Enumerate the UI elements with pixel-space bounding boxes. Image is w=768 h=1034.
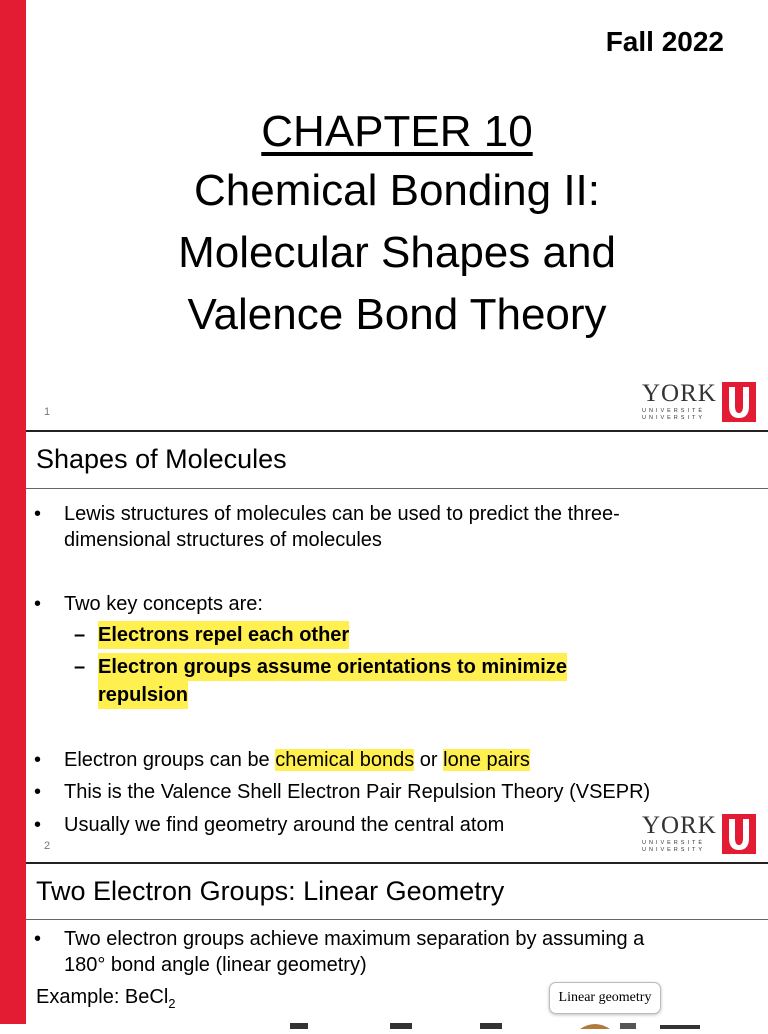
term-label: Fall 2022 xyxy=(605,26,724,57)
sub-bullet-item: – Electrons repel each other xyxy=(74,621,734,649)
slide-divider xyxy=(26,430,768,432)
molecule-preview xyxy=(290,1016,710,1034)
bullet-item: • Electron groups can be chemical bonds or lone pairs xyxy=(34,749,530,771)
slide-heading: Shapes of Molecules xyxy=(36,444,287,474)
sub-bullet-item: – Electron groups assume orientations to minimize repulsion xyxy=(74,653,734,709)
slide-number: 1 xyxy=(44,406,51,418)
subtitle-line: Molecular Shapes and xyxy=(178,228,616,277)
title-block xyxy=(26,104,768,346)
example-label: Example: BeCl$_2$ xyxy=(36,986,176,1011)
logo-subtext: UNIVERSITÉ UNIVERSITY xyxy=(642,408,706,421)
slide-divider xyxy=(26,862,768,864)
slide-heading: Two Electron Groups: Linear Geometry xyxy=(36,876,505,906)
logo-u-mark xyxy=(722,814,756,854)
logo-wordmark: YORK xyxy=(642,812,717,839)
chapter-title: CHAPTER 10 xyxy=(261,107,533,156)
highlight-term: chemical bonds xyxy=(275,749,415,771)
slide-number: 2 xyxy=(44,840,51,852)
logo-subtext: UNIVERSITÉ UNIVERSITY xyxy=(642,840,706,853)
bullet-item: • Two key concepts are: xyxy=(34,593,263,615)
red-side-bar xyxy=(0,0,26,1024)
subtitle-line: Chemical Bonding II: xyxy=(194,166,600,215)
bullet-item: • This is the Valence Shell Electron Pair Repulsion Theory (VSEPR) xyxy=(34,781,651,803)
bullet-item: • Lewis structures of molecules can be used to predict the three- dimensional structures of molecules xyxy=(34,503,620,551)
subtitle-line: Valence Bond Theory xyxy=(187,290,607,339)
york-logo xyxy=(642,814,758,858)
highlight-term: lone pairs xyxy=(443,749,530,771)
linear-geometry-button[interactable]: Linear geometry xyxy=(549,982,661,1014)
bullet-item: • Usually we find geometry around the central atom xyxy=(34,814,505,836)
logo-u-mark xyxy=(722,382,756,422)
york-logo xyxy=(642,382,758,426)
bullet-item: • Two electron groups achieve maximum separation by assuming a 180° bond angle (linear geometry) xyxy=(34,928,645,976)
heading-rule xyxy=(26,488,768,489)
logo-wordmark: YORK xyxy=(642,380,717,407)
heading-rule xyxy=(26,919,768,920)
